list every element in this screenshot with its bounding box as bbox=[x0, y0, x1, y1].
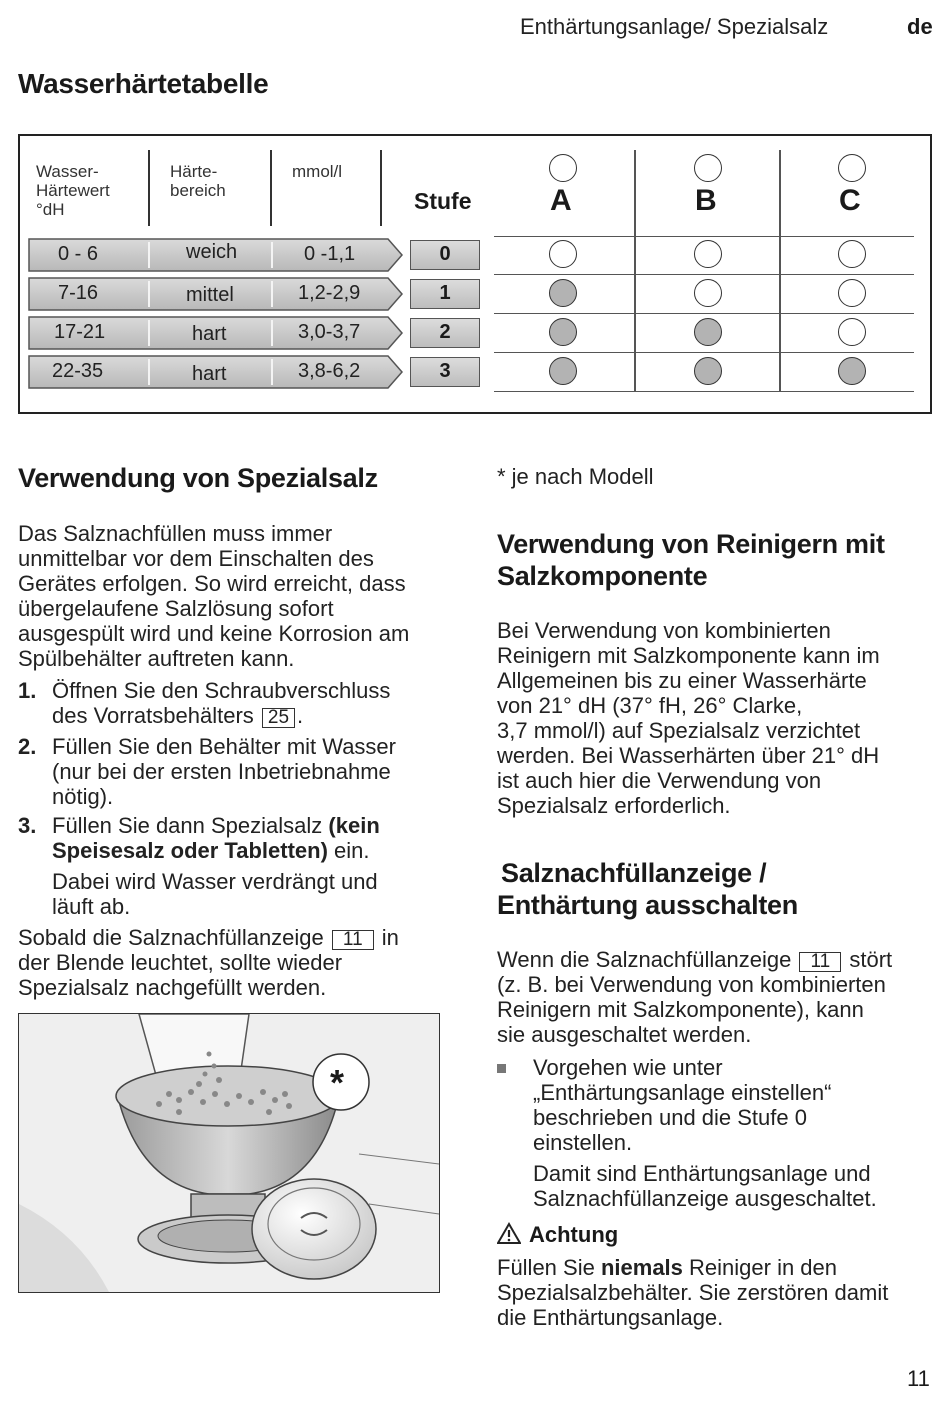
step-3: 3. Füllen Sie dann Spezialsalz (kein Speisesalz oder Tabletten) ein. Dabei wird Wasser verdrängt und läuft ab. bbox=[18, 813, 380, 919]
page-title: Wasserhärtetabelle bbox=[18, 68, 269, 99]
page-number: 11 bbox=[907, 1366, 930, 1391]
cell-dh: 7-16 bbox=[58, 282, 99, 304]
bullet-square bbox=[497, 1064, 506, 1073]
heading-reiniger: Verwendung von Reinigern mit Salzkomponente bbox=[497, 529, 885, 591]
col-letter-c: C bbox=[839, 184, 861, 217]
indicator-a bbox=[549, 279, 577, 307]
anzeige-paragraph: Wenn die Salznachfüllanzeige 11 stört (z. B. bei Verwendung von kombinierten Reinigern mit Salzkomponente), kann sie ausgeschaltet werden. bbox=[497, 947, 893, 1047]
cell-dh: 0 - 6 bbox=[58, 243, 99, 265]
indicator-c bbox=[838, 240, 866, 268]
water-hardness-table bbox=[18, 134, 932, 414]
legend-circle-b bbox=[694, 154, 722, 182]
indicator-b bbox=[694, 279, 722, 307]
footnote: * je nach Modell bbox=[497, 464, 654, 489]
outro-paragraph: Sobald die Salznachfüllanzeige 11 in der Blende leuchtet, sollte wieder Spezialsalz nachgefüllt werden. bbox=[18, 925, 399, 1000]
intro-paragraph: Das Salznachfüllen muss immer unmittelbar vor dem Einschalten des Gerätes erfolgen. So wird erreicht, dass übergelaufene Salzlösung sofort ausgespült wird und keine Korrosion am Spülbehälter auftreten kann. bbox=[18, 521, 410, 671]
cell-bereich: hart bbox=[192, 323, 227, 345]
col-header-stufe: Stufe bbox=[414, 188, 472, 214]
indicator-b bbox=[694, 318, 722, 346]
cell-mmol: 3,8-6,2 bbox=[298, 360, 361, 382]
step-2: 2. Füllen Sie den Behälter mit Wasser (nur bei der ersten Inbetriebnahme nötig). bbox=[18, 734, 396, 809]
col-header-bereich: Härte- bereich bbox=[170, 162, 226, 200]
cell-stufe: 0 bbox=[410, 240, 480, 270]
warning-triangle-icon bbox=[497, 1222, 521, 1244]
heading-spezialsalz: Verwendung von Spezialsalz bbox=[18, 463, 378, 493]
legend-circle-a bbox=[549, 154, 577, 182]
ref-11: 11 bbox=[799, 952, 841, 972]
salt-funnel-drawing bbox=[19, 1014, 439, 1292]
col-letter-a: A bbox=[550, 184, 572, 217]
cell-bereich: hart bbox=[192, 363, 227, 385]
cell-mmol: 3,0-3,7 bbox=[298, 321, 361, 343]
indicator-b bbox=[694, 357, 722, 385]
cell-mmol: 0 -1,1 bbox=[304, 243, 356, 265]
reiniger-paragraph: Bei Verwendung von kombinierten Reinigern mit Salzkomponente kann im Allgemeinen bis zu einer Wasserhärte von 21° dH (37° fH, 26° Clarke, 3,7 mmol/l) auf Spezialsalz verzichtet werden. Bei Wasserhärten über 21° dH ist auch hier die Verwendung von Spezialsalz erforderlich. bbox=[497, 618, 880, 818]
cell-bereich: weich bbox=[186, 241, 238, 263]
cell-stufe: 1 bbox=[410, 279, 480, 309]
heading-anzeige: Salznachfüllanzeige / Enthärtung ausschalten bbox=[497, 858, 798, 920]
warning-text: Füllen Sie niemals Reiniger in den Spezialsalzbehälter. Sie zerstören damit die Enthärtungsanlage. bbox=[497, 1255, 889, 1330]
cell-stufe: 3 bbox=[410, 357, 480, 387]
cell-stufe: 2 bbox=[410, 318, 480, 348]
col-header-mmol: mmol/l bbox=[292, 162, 343, 181]
indicator-a bbox=[549, 357, 577, 385]
running-header-title: Enthärtungsanlage/ Spezialsalz bbox=[520, 14, 829, 39]
illustration-asterisk: * bbox=[330, 1062, 345, 1103]
language-tag: de bbox=[907, 14, 933, 39]
cell-dh: 17-21 bbox=[54, 321, 106, 343]
indicator-c bbox=[838, 279, 866, 307]
cell-bereich: mittel bbox=[186, 284, 234, 306]
cell-mmol: 1,2-2,9 bbox=[298, 282, 361, 304]
warning-heading: Achtung bbox=[497, 1222, 618, 1248]
ref-11: 11 bbox=[332, 930, 374, 950]
indicator-b bbox=[694, 240, 722, 268]
cell-dh: 22-35 bbox=[52, 360, 104, 382]
indicator-a bbox=[549, 240, 577, 268]
indicator-c bbox=[838, 318, 866, 346]
legend-circle-c bbox=[838, 154, 866, 182]
ref-25: 25 bbox=[262, 708, 295, 728]
col-header-dh: Wasser- Härtewert °dH bbox=[36, 162, 110, 219]
indicator-a bbox=[549, 318, 577, 346]
step-1: 1. Öffnen Sie den Schraubverschluss des Vorratsbehälters 25 . bbox=[18, 678, 391, 728]
col-letter-b: B bbox=[695, 184, 717, 217]
salt-filling-illustration bbox=[18, 1013, 440, 1293]
bullet-item: Vorgehen wie unter „Enthärtungsanlage einstellen“ beschrieben und die Stufe 0 einstellen. Damit sind Enthärtungsanlage und Salznachfüllanzeige ausgeschaltet. bbox=[533, 1055, 877, 1211]
indicator-c bbox=[838, 357, 866, 385]
